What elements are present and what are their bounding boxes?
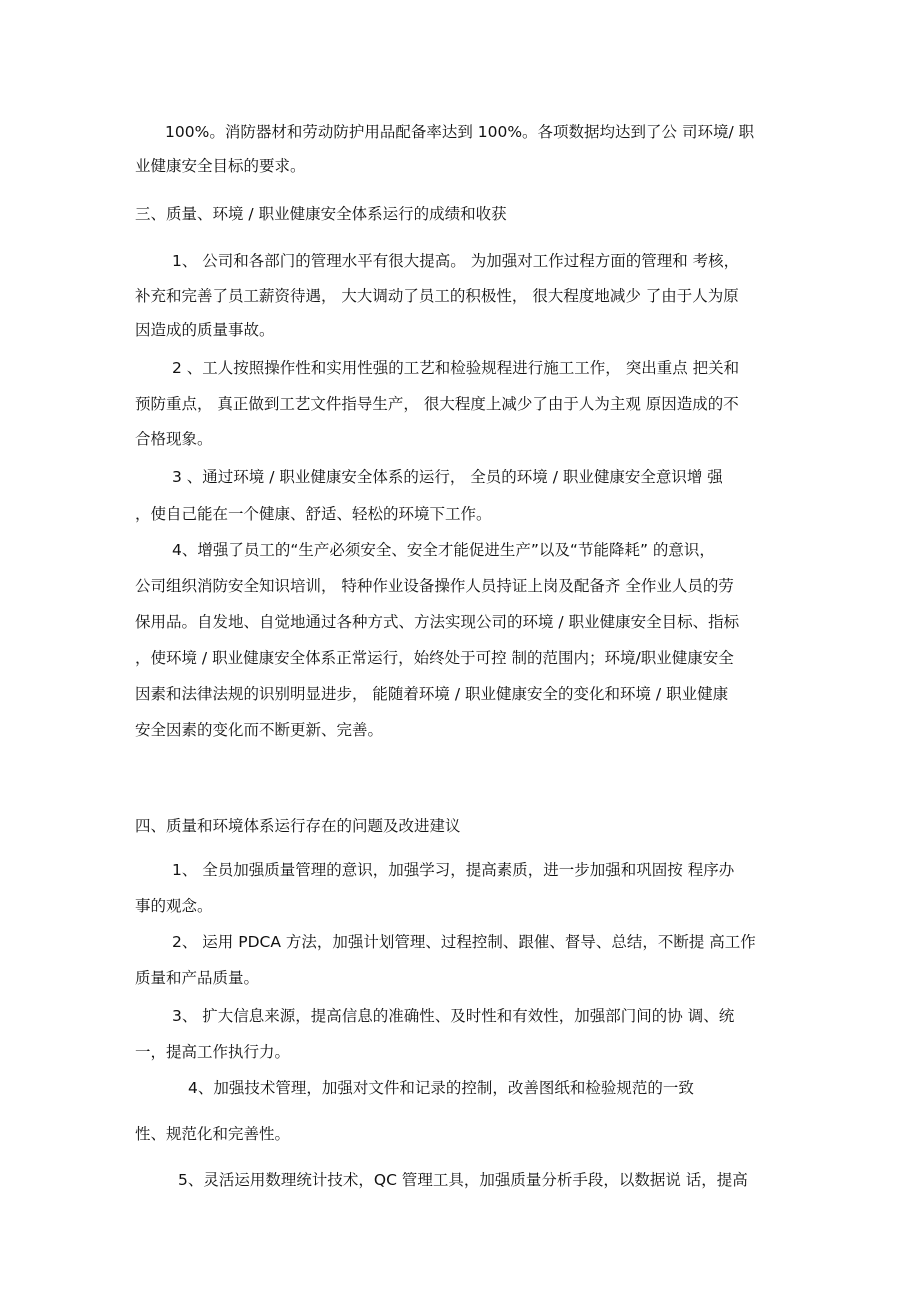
paragraph-line: 补充和完善了员工薪资待遇， 大大调动了员工的积极性， 很大程度地减少 了由于人为原 <box>135 287 739 305</box>
paragraph-line: 保用品。自发地、自觉地通过各种方式、方法实现公司的环境 / 职业健康安全目标、指标 <box>135 613 740 631</box>
section-3-heading: 三、质量、环境 / 职业健康安全体系运行的成绩和收获 <box>135 205 507 223</box>
paragraph-line: 因造成的质量事故。 <box>135 321 275 339</box>
paragraph-line: 5、灵活运用数理统计技术，QC 管理工具，加强质量分析手段，以数据说 话，提高 <box>178 1171 748 1189</box>
paragraph-line: 4、增强了员工的“生产必须安全、安全才能促进生产”以及“节能降耗” 的意识， <box>172 541 715 559</box>
paragraph-line: 合格现象。 <box>135 430 213 448</box>
paragraph-line: 4、加强技术管理，加强对文件和记录的控制，改善图纸和检验规范的一致 <box>188 1079 694 1097</box>
section-4-heading: 四、质量和环境体系运行存在的问题及改进建议 <box>135 817 461 835</box>
paragraph-line: 因素和法律法规的识别明显进步， 能随着环境 / 职业健康安全的变化和环境 / 职业健康 <box>135 685 729 703</box>
paragraph-line: 2、 运用 PDCA 方法，加强计划管理、过程控制、跟催、督导、总结，不断提 高工作 <box>172 933 756 951</box>
paragraph-line: 一，提高工作执行力。 <box>135 1043 291 1061</box>
paragraph-line: 公司组织消防安全知识培训， 特种作业设备操作人员持证上岗及配备齐 全作业人员的劳 <box>135 577 734 595</box>
paragraph-line: 3 、通过环境 / 职业健康安全体系的运行， 全员的环境 / 职业健康安全意识增 强 <box>172 468 723 486</box>
paragraph-line: 1、 公司和各部门的管理水平有很大提高。 为加强对工作过程方面的管理和 考核， <box>172 252 740 270</box>
paragraph-line: 2 、工人按照操作性和实用性强的工艺和检验规程进行施工工作， 突出重点 把关和 <box>172 359 740 377</box>
paragraph-line: 性、规范化和完善性。 <box>135 1125 291 1143</box>
paragraph-line: 安全因素的变化而不断更新、完善。 <box>135 721 384 739</box>
paragraph-line: 事的观念。 <box>135 897 213 915</box>
paragraph-line: ，使环境 / 职业健康安全体系正常运行，始终处于可控 制的范围内；环境/职业健康安全 <box>135 649 734 667</box>
paragraph-line: 1、 全员加强质量管理的意识，加强学习，提高素质，进一步加强和巩固按 程序办 <box>172 861 735 879</box>
paragraph-line: 质量和产品质量。 <box>135 969 260 987</box>
paragraph-line: 3、 扩大信息来源，提高信息的准确性、及时性和有效性，加强部门间的协 调、统 <box>172 1007 735 1025</box>
paragraph-line: 预防重点， 真正做到工艺文件指导生产， 很大程度上减少了由于人为主观 原因造成的不 <box>135 395 739 413</box>
intro-line: 100%。消防器材和劳动防护用品配备率达到 100%。各项数据均达到了公 司环境/ 职 <box>165 123 755 141</box>
paragraph-line: ，使自己能在一个健康、舒适、轻松的环境下工作。 <box>135 505 492 523</box>
intro-line: 业健康安全目标的要求。 <box>135 157 306 175</box>
